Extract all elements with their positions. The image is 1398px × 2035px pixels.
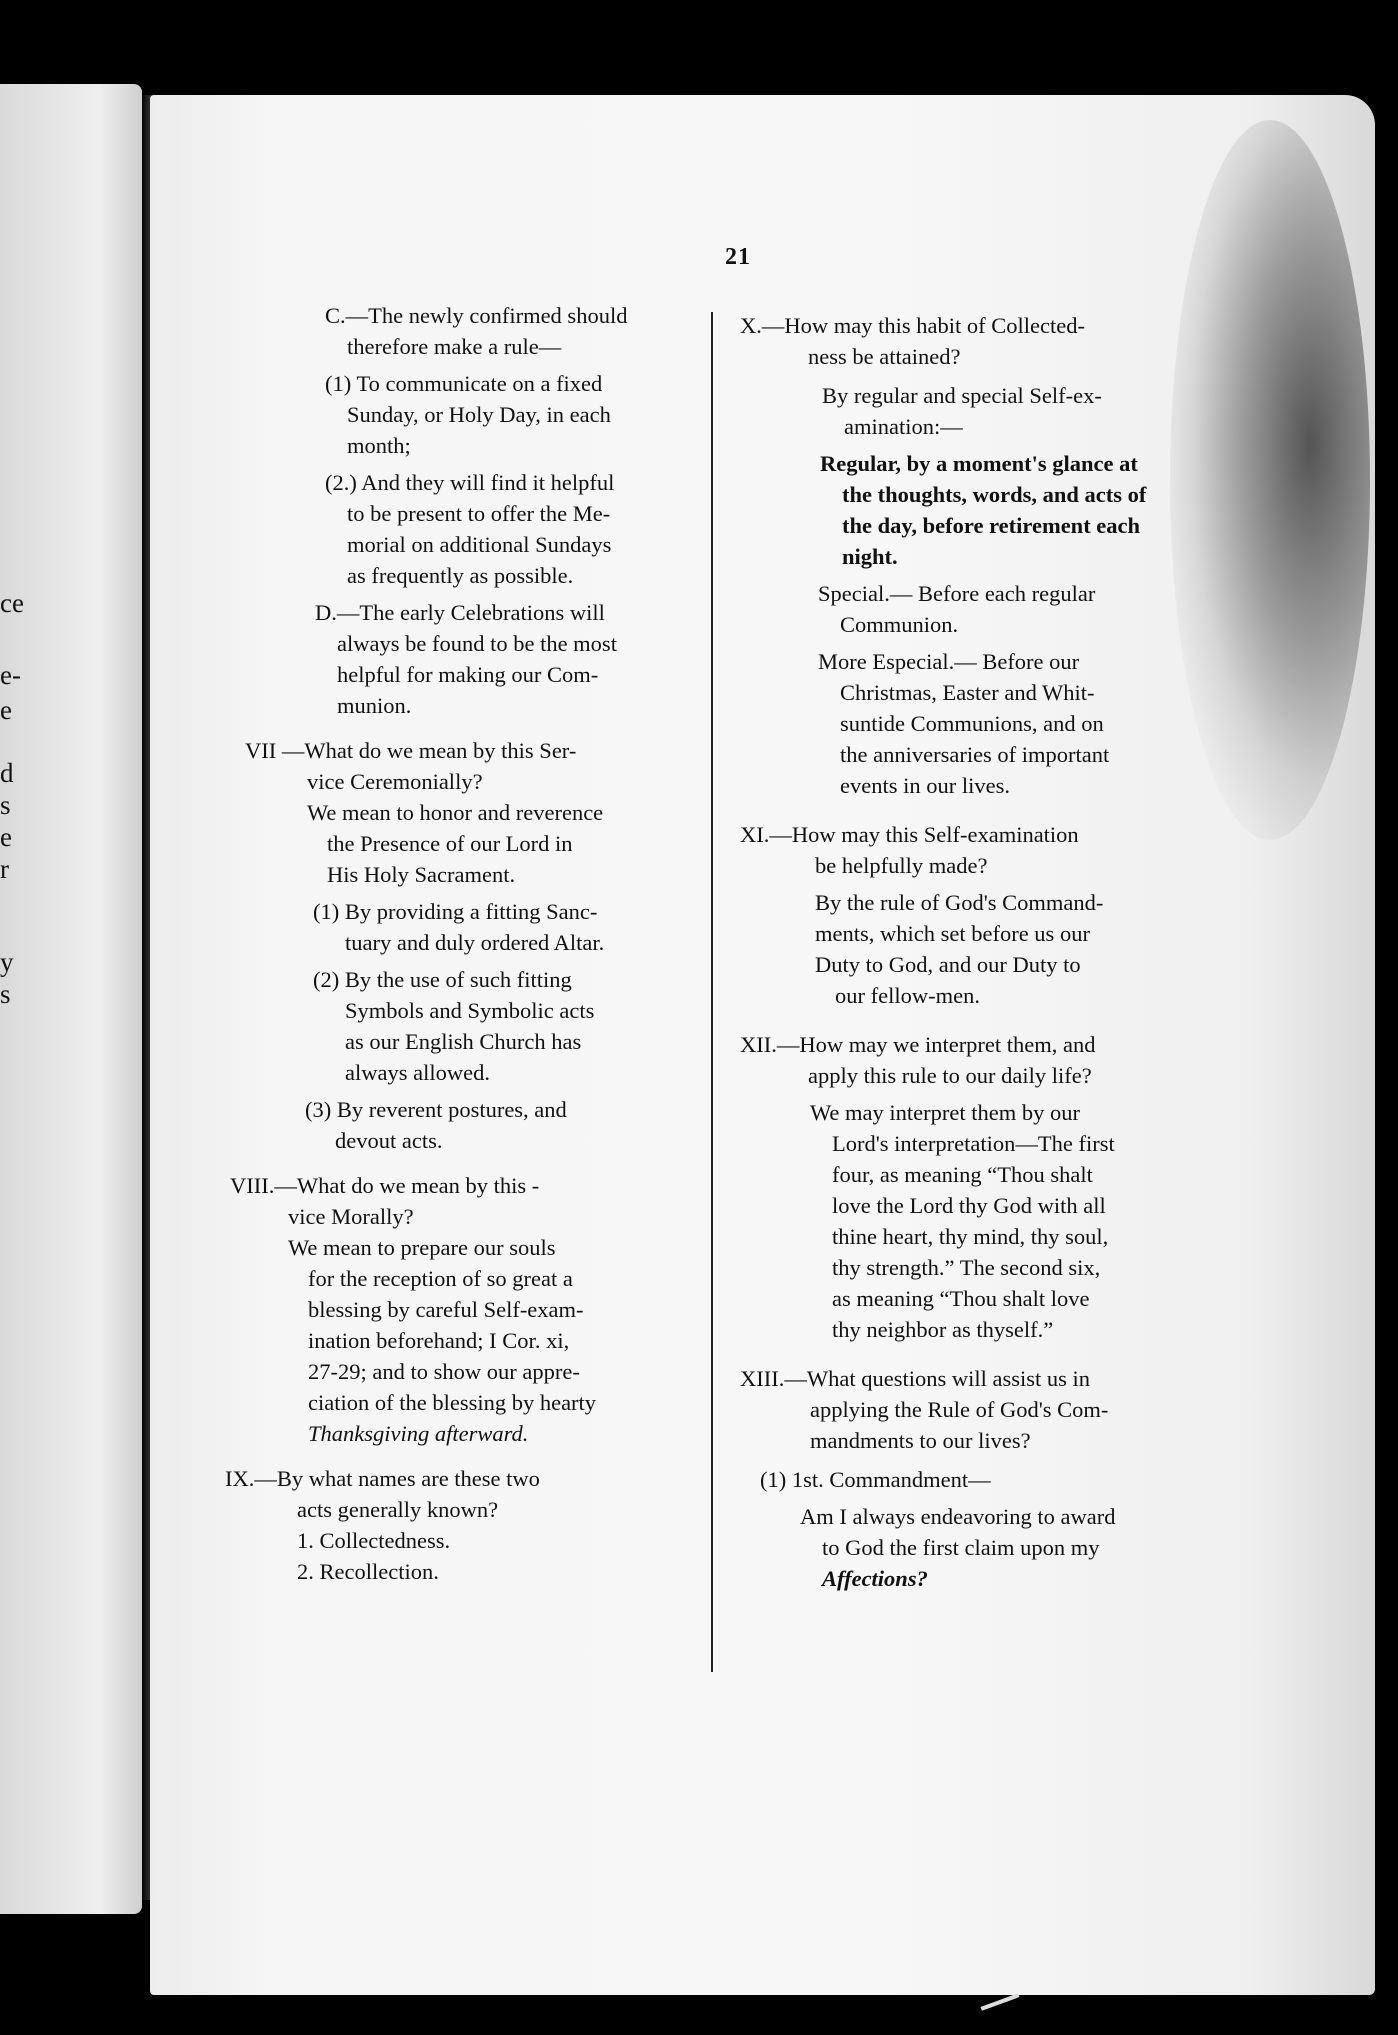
- text-line: for the reception of so great a: [308, 1266, 573, 1291]
- answer-text: By regular and special Self-ex-: [822, 383, 1102, 408]
- text-line: Affections?: [822, 1566, 928, 1591]
- text-line: the anniversaries of important: [840, 742, 1110, 767]
- text-line: as our English Church has: [345, 1029, 582, 1054]
- text-line: events in our lives.: [840, 773, 1010, 798]
- question-text: XI.—How may this Self-examination: [740, 822, 1079, 847]
- text-line: Communion.: [840, 612, 959, 637]
- text-line: the thoughts, words, and acts of: [842, 482, 1147, 507]
- margin-fragment: s: [0, 979, 11, 1009]
- page-number: 21: [725, 244, 751, 270]
- text-line: 27-29; and to show our appre-: [308, 1359, 580, 1384]
- answer-xiii-1: [740, 1501, 1225, 1594]
- text-line: Special.— Before each regular: [818, 581, 1096, 606]
- answer-x-regular: [740, 448, 1225, 572]
- text-line: ness be attained?: [808, 344, 961, 369]
- text-line: acts generally known?: [297, 1497, 499, 1522]
- question-text: XIII.—What questions will assist us in: [740, 1366, 1090, 1391]
- text-line: (1) By providing a fitting Sanc-: [313, 899, 598, 924]
- section-d: [225, 597, 725, 721]
- margin-fragment: e: [0, 695, 12, 725]
- question-vii-3: [225, 1094, 725, 1156]
- answer-xii: [740, 1097, 1225, 1345]
- text-line: applying the Rule of God's Com-: [810, 1397, 1109, 1422]
- paper-fleck: [981, 1993, 1020, 2010]
- text-line: Regular, by a moment's glance at: [820, 451, 1138, 476]
- text-line: mandments to our lives?: [810, 1428, 1031, 1453]
- text-line: always be found to be the most: [337, 631, 617, 656]
- answer-text: By the rule of God's Command-: [815, 890, 1104, 915]
- question-xii: [740, 1029, 1225, 1091]
- margin-fragment: y: [0, 947, 14, 977]
- answer-xi: [740, 887, 1225, 1011]
- text-line: Christmas, Easter and Whit-: [840, 680, 1095, 705]
- text-line: apply this rule to our daily life?: [808, 1063, 1092, 1088]
- text-line: helpful for making our Com-: [337, 662, 599, 687]
- margin-fragment: e-: [0, 660, 21, 690]
- answer-text: We may interpret them by our: [810, 1100, 1080, 1125]
- question-text: IX.—By what names are these two: [225, 1466, 540, 1491]
- text-line: (2.) And they will find it helpful: [325, 470, 615, 495]
- text-line: (3) By reverent postures, and: [305, 1097, 567, 1122]
- text-line: our fellow-men.: [835, 983, 980, 1008]
- text-line: thy neighbor as thyself.”: [832, 1317, 1054, 1342]
- text-line: as frequently as possible.: [347, 563, 574, 588]
- question-xiii-1: [740, 1464, 1225, 1495]
- question-text: X.—How may this habit of Collected-: [740, 313, 1085, 338]
- margin-fragment: r: [0, 854, 9, 884]
- text-line: to God the first claim upon my: [822, 1535, 1100, 1560]
- text-line: thy strength.” The second six,: [832, 1255, 1101, 1280]
- question-text: VII —What do we mean by this Ser-: [245, 738, 577, 763]
- section-c-1: [225, 368, 725, 461]
- section-c-2: [225, 467, 725, 591]
- text-line: vice Morally?: [288, 1204, 414, 1229]
- text-line: amination:—: [844, 414, 963, 439]
- text-line: blessing by careful Self-exam-: [308, 1297, 584, 1322]
- text-line: always allowed.: [345, 1060, 490, 1085]
- text-line: More Especial.— Before our: [818, 649, 1080, 674]
- margin-fragment: e: [0, 822, 12, 852]
- text-line: devout acts.: [335, 1128, 443, 1153]
- question-x: [740, 310, 1225, 372]
- text-line: D.—The early Celebrations will: [315, 600, 605, 625]
- text-line: Thanksgiving afterward.: [308, 1421, 529, 1446]
- text-line: as meaning “Thou shalt love: [832, 1286, 1090, 1311]
- text-line: His Holy Sacrament.: [327, 862, 516, 887]
- text-line: ination beforehand; I Cor. xi,: [308, 1328, 570, 1353]
- text-line: the Presence of our Lord in: [327, 831, 573, 856]
- text-line: Lord's interpretation—The first: [832, 1131, 1115, 1156]
- text-line: month;: [347, 433, 411, 458]
- text-line: Symbols and Symbolic acts: [345, 998, 595, 1023]
- text-line: tuary and duly ordered Altar.: [345, 930, 605, 955]
- question-xiii: [740, 1363, 1225, 1456]
- list-item: 1. Collectedness.: [297, 1528, 451, 1553]
- list-item: 2. Recollection.: [297, 1559, 439, 1584]
- text-line: the day, before retirement each: [842, 513, 1141, 538]
- text-line: C.—The newly confirmed should: [325, 303, 628, 328]
- answer-text: We mean to prepare our souls: [288, 1235, 556, 1260]
- question-text: VIII.—What do we mean by this -: [230, 1173, 540, 1198]
- text-line: to be present to offer the Me-: [347, 501, 611, 526]
- text-line: munion.: [337, 693, 412, 718]
- answer-x-especial: [740, 646, 1225, 801]
- text-line: vice Ceremonially?: [307, 769, 483, 794]
- text-line: ciation of the blessing by hearty: [308, 1390, 597, 1415]
- text-line: night.: [842, 544, 898, 569]
- answer-x-special: [740, 578, 1225, 640]
- text-line: four, as meaning “Thou shalt: [832, 1162, 1093, 1187]
- right-column: [740, 310, 1225, 1600]
- text-line: (1) To communicate on a fixed: [325, 371, 603, 396]
- text-line: morial on additional Sundays: [347, 532, 612, 557]
- section-c: [225, 300, 725, 362]
- text-line: (2) By the use of such fitting: [313, 967, 572, 992]
- list-item: (1) 1st. Commandment—: [760, 1467, 991, 1492]
- text-line: Sunday, or Holy Day, in each: [347, 402, 611, 427]
- question-vii-1: [225, 896, 725, 958]
- question-text: XII.—How may we interpret them, and: [740, 1032, 1096, 1057]
- text-line: thine heart, thy mind, thy soul,: [832, 1224, 1109, 1249]
- question-ix: [225, 1463, 725, 1587]
- text-line: love the Lord thy God with all: [832, 1193, 1106, 1218]
- text-line: therefore make a rule—: [347, 334, 562, 359]
- facing-page-edge: [0, 84, 142, 1914]
- question-vii-2: [225, 964, 725, 1088]
- text-line: ments, which set before us our: [815, 921, 1090, 946]
- margin-fragment: d: [0, 758, 14, 788]
- text-line: suntide Communions, and on: [840, 711, 1104, 736]
- question-xi: [740, 819, 1225, 881]
- answer-x-1: [740, 380, 1225, 442]
- question-vii: [225, 735, 725, 890]
- text-line: be helpfully made?: [815, 853, 988, 878]
- margin-fragment: s: [0, 790, 11, 820]
- left-column: [225, 300, 725, 1593]
- question-viii: [225, 1170, 725, 1449]
- margin-fragment: ce: [0, 588, 24, 618]
- answer-text: We mean to honor and reverence: [307, 800, 604, 825]
- text-line: Duty to God, and our Duty to: [815, 952, 1081, 977]
- answer-text: Am I always endeavoring to award: [800, 1504, 1116, 1529]
